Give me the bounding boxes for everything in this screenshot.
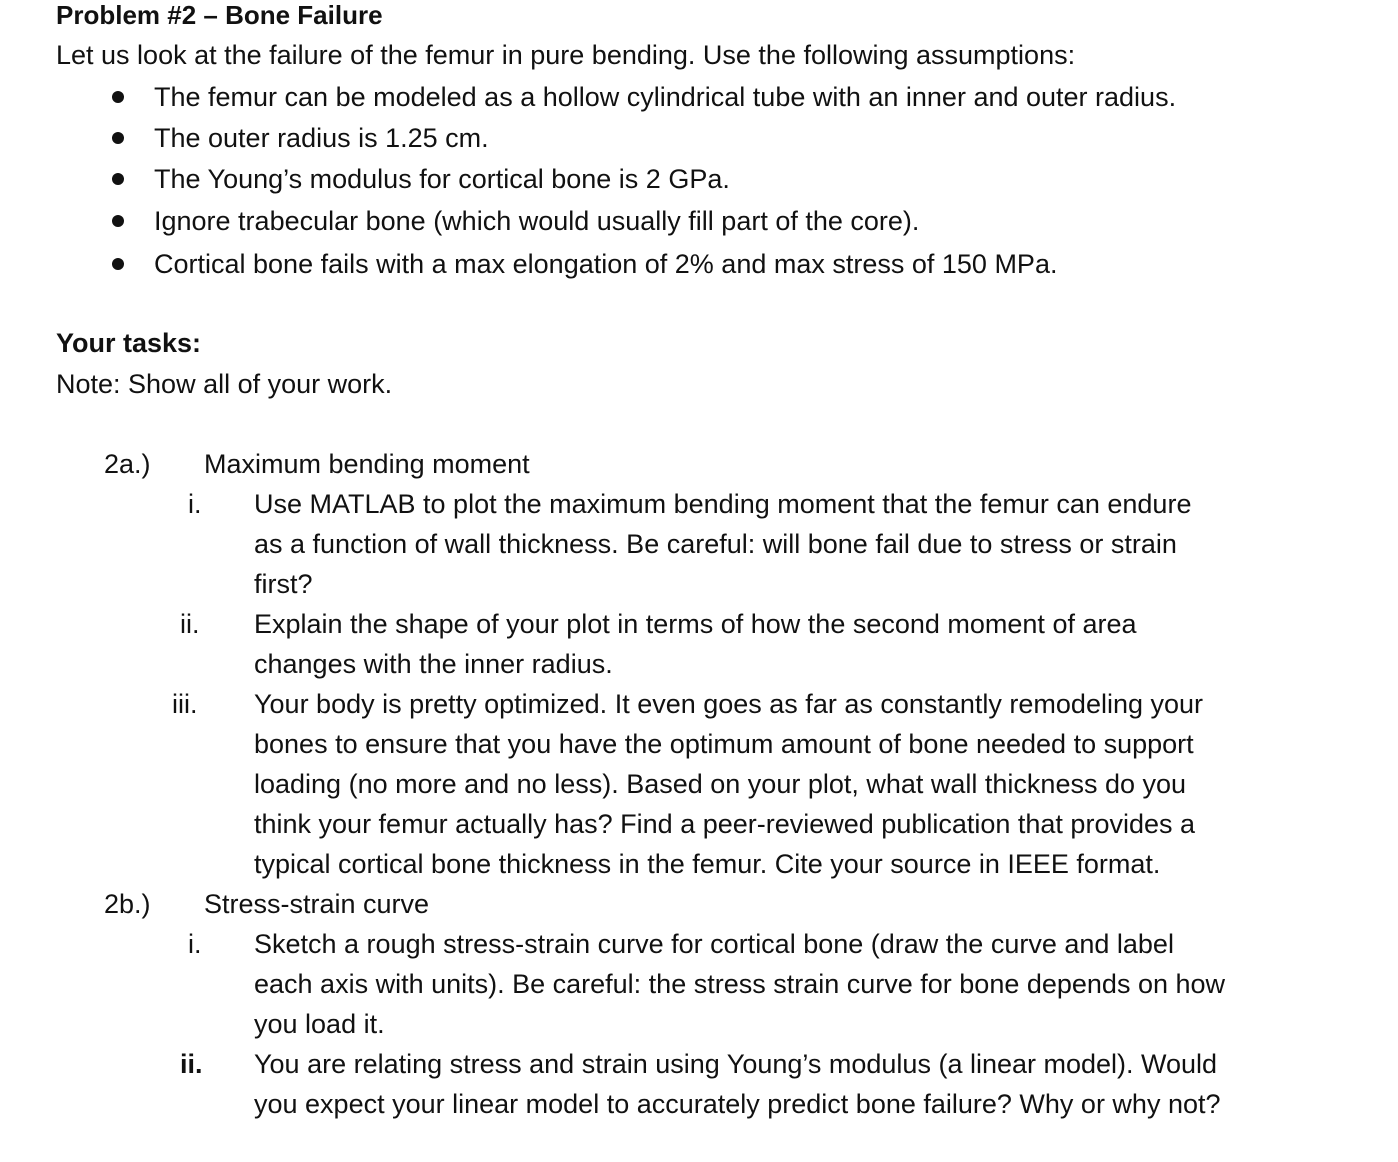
bullet-icon bbox=[112, 215, 124, 227]
problem-intro: Let us look at the failure of the femur in pure bending. Use the following assumptions: bbox=[56, 40, 1076, 70]
problem-title: Problem #2 – Bone Failure bbox=[56, 0, 383, 30]
bullet-icon bbox=[112, 91, 124, 103]
subtask-line: first? bbox=[254, 569, 313, 599]
subtask-numeral: i. bbox=[188, 489, 202, 519]
bullet-icon bbox=[112, 132, 124, 144]
subtask-line: You are relating stress and strain using Young’s modulus (a linear model). Would bbox=[254, 1049, 1218, 1079]
bullet-icon bbox=[112, 173, 124, 185]
assumption-item: Ignore trabecular bone (which would usually fill part of the core). bbox=[154, 206, 920, 236]
tasks-heading: Your tasks: bbox=[56, 328, 202, 358]
subtask-line: Use MATLAB to plot the maximum bending moment that the femur can endure bbox=[254, 489, 1192, 519]
subtask-numeral: ii. bbox=[180, 1049, 203, 1079]
subtask-numeral: i. bbox=[188, 929, 202, 959]
subtask-line: think your femur actually has? Find a peer-reviewed publication that provides a bbox=[254, 809, 1196, 839]
task-label: 2b.) bbox=[104, 889, 151, 919]
task-label: 2a.) bbox=[104, 449, 151, 479]
assumption-item: The femur can be modeled as a hollow cylindrical tube with an inner and outer radius. bbox=[154, 82, 1177, 112]
subtask-line: you expect your linear model to accurately predict bone failure? Why or why not? bbox=[254, 1089, 1221, 1119]
subtask-line: typical cortical bone thickness in the femur. Cite your source in IEEE format. bbox=[254, 849, 1161, 879]
subtask-line: each axis with units). Be careful: the stress strain curve for bone depends on how bbox=[254, 969, 1226, 999]
assumption-item: Cortical bone fails with a max elongation of 2% and max stress of 150 MPa. bbox=[154, 249, 1058, 279]
subtask-line: Explain the shape of your plot in terms of how the second moment of area bbox=[254, 609, 1137, 639]
subtask-line: you load it. bbox=[254, 1009, 385, 1039]
bullet-icon bbox=[112, 258, 124, 270]
subtask-line: Sketch a rough stress-strain curve for cortical bone (draw the curve and label bbox=[254, 929, 1174, 959]
subtask-numeral: iii. bbox=[172, 689, 198, 719]
subtask-line: Your body is pretty optimized. It even goes as far as constantly remodeling your bbox=[254, 689, 1204, 719]
tasks-note: Note: Show all of your work. bbox=[56, 369, 393, 399]
task-title: Stress-strain curve bbox=[204, 889, 430, 919]
subtask-line: bones to ensure that you have the optimum amount of bone needed to support bbox=[254, 729, 1194, 759]
subtask-line: changes with the inner radius. bbox=[254, 649, 613, 679]
subtask-line: loading (no more and no less). Based on your plot, what wall thickness do you bbox=[254, 769, 1187, 799]
subtask-line: as a function of wall thickness. Be careful: will bone fail due to stress or strain bbox=[254, 529, 1177, 559]
subtask-numeral: ii. bbox=[180, 609, 200, 639]
task-title: Maximum bending moment bbox=[204, 449, 530, 479]
assumption-item: The Young’s modulus for cortical bone is 2 GPa. bbox=[154, 164, 730, 194]
assumption-item: The outer radius is 1.25 cm. bbox=[154, 123, 489, 153]
